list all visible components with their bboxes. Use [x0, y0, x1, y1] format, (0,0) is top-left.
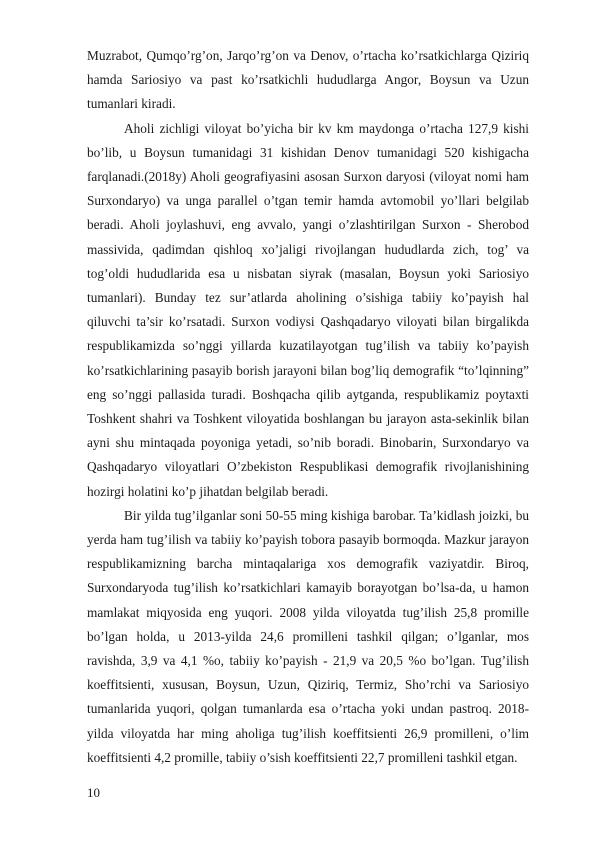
paragraph: Bir yilda tug’ilganlar soni 50-55 ming kishiga barobar. Ta’kidlash joizki, bu yerda ham tug’ilish va tabiiy ko’payish tobora pasayib bormoqda. Mazkur jarayon respublikamizning barcha mintaqalariga xos demografik vaziyatdir. Biroq, Surxondaryoda tug’ilish ko’rsatkichlari kamayib borayotgan bo’lsa-da, u hamon mamlakat miqyosida eng yuqori. 2008 yilda viloyatda tug’ilish 25,8 promille bo’lgan holda, u 2013-yilda 24,6 promilleni tashkil qilgan; o’lganlar, mos ravishda, 3,9 va 4,1 %o, tabiiy ko’payish - 21,9 va 20,5 %o bo’lgan. Tug’ilish koeffitsienti, xususan, Boysun, Uzun, Qiziriq, Termiz, Sho’rchi va Sariosiyo tumanlarida yuqori, qolgan tumanlarda esa o’rtacha yoki undan pastroq. 2018-yilda viloyatda har ming aholiga tug’ilish koeffitsienti 26,9 promilleni, o’lim koeffitsienti 4,2 promille, tabiiy o’sish koeffitsienti 22,7 promilleni tashkil etgan. [87, 507, 529, 765]
paragraph: Muzrabot, Qumqo’rg’on, Jarqo’rg’on va Denov, o’rtacha ko’rsatkichlarga Qiziriq hamda Sariosiyo va past ko’rsatkichli hududlarga Angor, Boysun va Uzun tumanlari kiradi. [87, 48, 529, 112]
paragraph: Aholi zichligi viloyat bo’yicha bir kv km maydonga o’rtacha 127,9 kishi bo’lib, u Boysun tumanidagi 31 kishidan Denov tumanidagi 520 kishigacha farqlanadi.(2018y) Aholi geografiyasini asosan Surxon daryosi (viloyat nomi ham Surxondaryo) va unga parallel o’tgan temir hamda avtomobil yo’llari belgilab beradi. Aholi joylashuvi, eng avvalo, yangi o’zlashtirilgan Surxon - Sherobod massivida, qadimdan qishloq xo’jaligi rivojlangan hududlarda zich, tog’ va tog’oldi hududlarida esa u nisbatan siyrak (masalan, Boysun yoki Sariosiyo tumanlari). Bunday tez sur’atlarda aholining o’sishiga tabiiy ko’payish hal qiluvchi ta’sir ko’rsatadi. Surxon vodiysi Qashqadaryo viloyati bilan birgalikda respublikamizda so’nggi yillarda kuzatilayotgan tug’ilish va tabiiy ko’payish ko’rsatkichlarining pasayib borish jarayoni bilan bog’liq demografik “to’lqinning” eng so’nggi pallasida turadi. Boshqacha qilib aytganda, respublikamiz poytaxti Toshkent shahri va Toshkent viloyatida boshlangan bu jarayon asta-sekinlik bilan ayni shu mintaqada poyoniga yetadi, so’nib boradi. Binobarin, Surxondaryo va Qashqadaryo viloyatlari O’zbekiston Respublikasi demografik rivojlanishining hozirgi holatini ko’p jihatdan belgilab beradi. [87, 120, 529, 499]
body-text [87, 44, 529, 770]
page-number: 10 [87, 785, 100, 800]
